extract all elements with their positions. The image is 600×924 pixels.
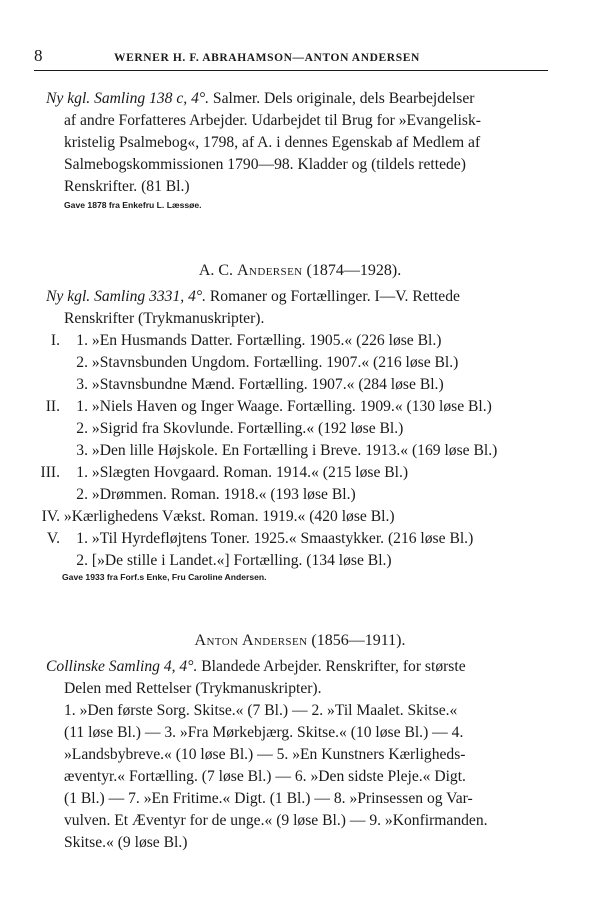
section3-surname: Andersen: [241, 632, 308, 649]
list-item: [34, 506, 395, 528]
section3-line-1-text: Blandede Arbejder. Renskrifter, for største: [197, 658, 466, 675]
volume-numeral: II.: [45, 398, 60, 415]
item-text: »En Husmands Datter. Fortælling. 1905.« (226 løse Bl.): [91, 332, 442, 349]
item-text: »Kærlighedens Vækst. Roman. 1919.« (420 løse Bl.): [63, 508, 395, 525]
item-number: 2.: [76, 552, 88, 569]
section3-line-9: Skitse.« (9 løse Bl.): [64, 834, 188, 851]
section3-collection: Collinske Samling 4, 4°.: [46, 658, 198, 675]
section2-heading: [0, 260, 600, 282]
list-item: [34, 484, 356, 506]
item-text: »Sigrid fra Skovlunde. Fortælling.« (192 løse Bl.): [91, 420, 404, 437]
volume-numeral: III.: [40, 464, 60, 481]
list-item: [34, 330, 441, 352]
section2-intro-line-1: [46, 286, 460, 308]
item-text: »Den lille Højskole. En Fortælling i Breve. 1913.« (169 løse Bl.): [91, 442, 498, 459]
item-number: 1.: [76, 332, 88, 349]
entry1-line-2: af andre Forfatteres Arbejder. Udarbejdet til Brug for »Evangelisk-: [64, 112, 481, 129]
section3-line-8: vulven. Et Æventyr for de unge.« (9 løse Bl.) — 9. »Konfirmanden.: [64, 812, 488, 829]
section3-line-4: (11 løse Bl.) — 3. »Fra Mørkebjærg. Skitse.« (10 løse Bl.) — 4.: [64, 724, 464, 741]
page-header: [34, 44, 548, 71]
item-number: 1.: [76, 398, 88, 415]
section2-intro-line-2: Renskrifter (Trykmanuskripter).: [64, 310, 265, 327]
item-text: »Stavnsbundne Mænd. Fortælling. 1907.« (284 løse Bl.): [91, 376, 444, 393]
section2-surname: Andersen: [237, 262, 303, 279]
section3-line-1: [46, 656, 466, 678]
section2-gift-note: Gave 1933 fra Forf.s Enke, Fru Caroline Andersen.: [62, 572, 267, 582]
item-number: 1.: [76, 530, 88, 547]
item-text: »Niels Haven og Inger Waage. Fortælling. 1909.« (130 løse Bl.): [91, 398, 492, 415]
item-text: »Stavnsbunden Ungdom. Fortælling. 1907.« (216 løse Bl.): [91, 354, 459, 371]
entry1-line-1: [46, 88, 474, 110]
running-head: WERNER H. F. ABRAHAMSON—ANTON ANDERSEN: [114, 52, 420, 64]
section3-line-5: »Landsbybreve.« (10 løse Bl.) — 5. »En Kunstners Kærligheds-: [64, 746, 466, 763]
page-number: 8: [34, 46, 43, 65]
item-text: »Slægten Hovgaard. Roman. 1914.« (215 løse Bl.): [91, 464, 409, 481]
volume-numeral: IV.: [41, 508, 60, 525]
section2-intro-text: Romaner og Fortællinger. I—V. Rettede: [206, 288, 460, 305]
item-number: 3.: [76, 442, 88, 459]
list-item: [34, 374, 444, 396]
list-item: [34, 418, 403, 440]
section3-line-7: (1 Bl.) — 7. »En Fritime.« Digt. (1 Bl.) — 8. »Prinsessen og Var-: [64, 790, 473, 807]
list-item: [34, 440, 497, 462]
section3-line-3: 1. »Den første Sorg. Skitse.« (7 Bl.) — 2. »Til Maalet. Skitse.«: [64, 702, 458, 719]
section2-collection: Ny kgl. Samling 3331, 4°.: [46, 288, 206, 305]
entry1-gift-note: Gave 1878 fra Enkefru L. Læssøe.: [64, 200, 202, 210]
section3-heading: [0, 630, 600, 652]
list-item: [34, 396, 492, 418]
entry1-line-3: kristelig Psalmebog«, 1798, af A. i dennes Egenskab af Medlem af: [64, 134, 481, 151]
section3-first-name: Anton: [194, 632, 242, 649]
item-number: 2.: [76, 420, 88, 437]
item-text: [»De stille i Landet.«] Fortælling. (134 løse Bl.): [91, 552, 392, 569]
volume-numeral: V.: [46, 530, 60, 547]
list-item: [34, 462, 408, 484]
volume-numeral: I.: [50, 332, 60, 349]
section3-line-2: Delen med Rettelser (Trykmanuskripter).: [64, 680, 322, 697]
entry1-line-5: Renskrifter. (81 Bl.): [64, 178, 190, 195]
item-number: 1.: [76, 464, 88, 481]
entry1-line-1-text: Salmer. Dels originale, dels Bearbejdelser: [209, 90, 475, 107]
section3-years: (1856—1911).: [307, 632, 406, 649]
item-text: »Drømmen. Roman. 1918.« (193 løse Bl.): [91, 486, 356, 503]
item-text: »Til Hyrdefløjtens Toner. 1925.« Smaastykker. (216 løse Bl.): [91, 530, 474, 547]
list-item: [34, 352, 458, 374]
list-item: [34, 550, 392, 572]
item-number: 2.: [76, 486, 88, 503]
list-item: [34, 528, 473, 550]
section2-years: (1874—1928).: [302, 262, 402, 279]
item-number: 3.: [76, 376, 88, 393]
item-number: 2.: [76, 354, 88, 371]
section2-initials: A. C.: [198, 262, 238, 279]
entry1-collection: Ny kgl. Samling 138 c, 4°.: [46, 90, 210, 107]
section3-line-6: æventyr.« Fortælling. (7 løse Bl.) — 6. »Den sidste Pleje.« Digt.: [64, 768, 466, 785]
entry1-line-4: Salmebogskommissionen 1790—98. Kladder og (tildels rettede): [64, 156, 466, 173]
